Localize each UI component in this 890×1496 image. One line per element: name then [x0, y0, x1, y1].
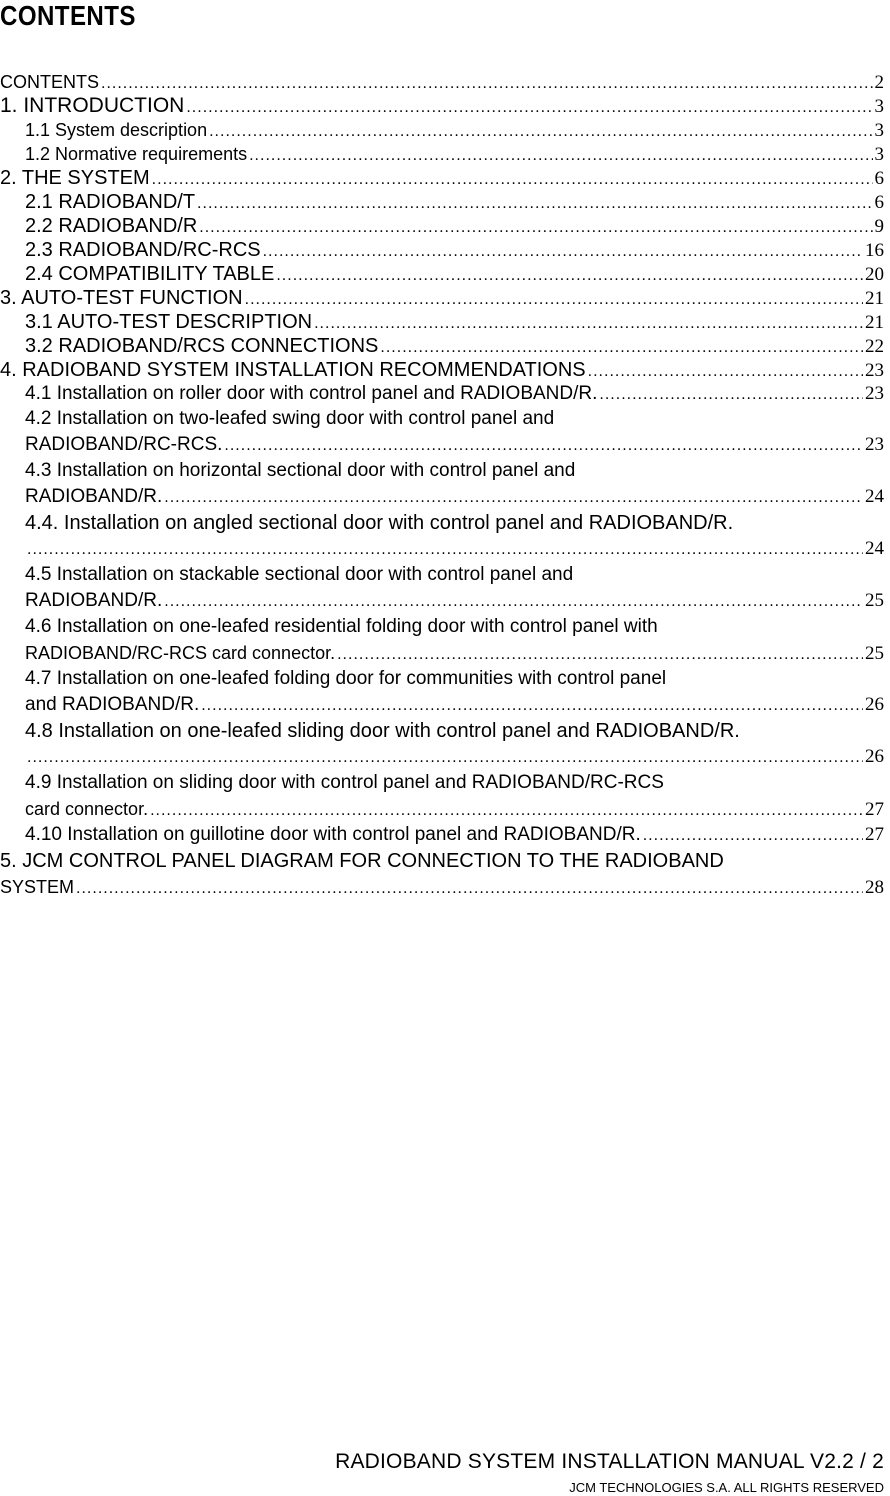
- footer-copyright: JCM TECHNOLOGIES S.A. ALL RIGHTS RESERVED: [569, 1480, 884, 1495]
- dot-leader: [599, 383, 863, 407]
- toc-entry-title-continued: RADIOBAND/R.: [25, 590, 163, 611]
- toc-entry-4-9[interactable]: [0, 770, 884, 796]
- toc-entry-title: 1.1 System description: [25, 120, 208, 140]
- toc-entry-title: 4.4. Installation on angled sectional door with control panel and RADIOBAND/R.: [25, 512, 734, 534]
- toc-entry-title-continued: RADIOBAND/R.: [25, 486, 163, 507]
- toc-entry-title: 3.2 RADIOBAND/RCS CONNECTIONS: [25, 335, 379, 357]
- footer-manual-title: RADIOBAND SYSTEM INSTALLATION MANUAL V2.2 / 2: [335, 1450, 884, 1473]
- dot-leader: [164, 589, 863, 615]
- toc-entry-the-system[interactable]: [0, 166, 884, 190]
- toc-entry-4-4-continued[interactable]: [0, 536, 884, 562]
- toc-entry-4-5[interactable]: [0, 562, 884, 588]
- toc-entry-title: 4. RADIOBAND SYSTEM INSTALLATION RECOMMENDATIONS: [0, 359, 586, 381]
- toc-entry-contents[interactable]: [0, 70, 884, 94]
- toc-entry-title: 3. AUTO-TEST FUNCTION: [0, 287, 243, 309]
- dot-leader: [164, 485, 863, 511]
- dot-leader: [197, 192, 872, 216]
- toc-entry-4-2[interactable]: [0, 406, 884, 432]
- dot-leader: [201, 693, 863, 719]
- toc-entry-title: 4.3 Installation on horizontal sectional door with control panel and: [25, 460, 576, 481]
- toc-page-number: 24: [865, 486, 884, 507]
- dot-leader: [101, 72, 873, 96]
- toc-page-number: 28: [865, 877, 884, 898]
- toc-page-number: 25: [865, 590, 884, 611]
- toc-page-number: 9: [874, 216, 884, 237]
- toc-entry-title: 5. JCM CONTROL PANEL DIAGRAM FOR CONNECTION TO THE RADIOBAND: [0, 850, 724, 872]
- toc-entry-title-continued: card connector.: [25, 799, 149, 819]
- dot-leader: [209, 120, 872, 144]
- dot-leader: [245, 288, 863, 312]
- toc-entry-radioband-t[interactable]: [0, 190, 884, 214]
- toc-entry-title: 1.2 Normative requirements: [25, 144, 248, 164]
- toc-entry-4-7[interactable]: [0, 666, 884, 692]
- toc-entry-title-continued: and RADIOBAND/R.: [25, 694, 200, 715]
- toc-entry-4-4[interactable]: [0, 510, 884, 536]
- toc-page-number: 6: [874, 168, 884, 189]
- toc-entry-4-3[interactable]: [0, 458, 884, 484]
- toc-page-number: 25: [865, 643, 884, 664]
- toc-page-number: 27: [865, 824, 884, 845]
- toc-entry-title: 4.10 Installation on guillotine door with control panel and RADIOBAND/R.: [25, 824, 641, 845]
- dot-leader: [249, 144, 872, 168]
- toc-page-number: 2: [874, 72, 884, 93]
- dot-leader: [263, 240, 863, 264]
- toc-page-number: 27: [865, 799, 884, 820]
- dot-leader: [27, 537, 863, 563]
- toc-entry-4-1[interactable]: [0, 382, 884, 406]
- toc-entry-system-description[interactable]: [0, 118, 884, 142]
- toc-entry-4-9-continued[interactable]: [0, 796, 884, 822]
- toc-entry-title: 2.1 RADIOBAND/T: [25, 191, 196, 213]
- dot-leader: [152, 168, 873, 192]
- toc-entry-4-10[interactable]: [0, 822, 884, 848]
- dot-leader: [199, 216, 872, 240]
- toc-entry-4-8-continued[interactable]: [0, 744, 884, 770]
- dot-leader: [76, 876, 863, 902]
- dot-leader: [588, 360, 863, 384]
- dot-leader: [314, 312, 863, 336]
- toc-entry-4-6-continued[interactable]: [0, 640, 884, 666]
- toc-page-number: 22: [865, 336, 884, 357]
- toc-entry-title: CONTENTS: [0, 72, 99, 92]
- toc-entry-auto-test-function[interactable]: [0, 286, 884, 310]
- table-of-contents: [0, 70, 884, 900]
- toc-entry-jcm-control-panel[interactable]: [0, 848, 884, 874]
- dot-leader: [150, 798, 863, 824]
- toc-page-number: 26: [865, 694, 884, 715]
- dot-leader: [27, 745, 863, 771]
- toc-page-number: 23: [865, 434, 884, 455]
- toc-page-number: 23: [865, 383, 884, 404]
- toc-entry-title: 4.7 Installation on one-leafed folding door for communities with control panel: [25, 668, 667, 689]
- toc-page-number: 26: [865, 746, 884, 767]
- toc-entry-title: 2.3 RADIOBAND/RC-RCS: [25, 239, 261, 261]
- toc-entry-title: 4.1 Installation on roller door with control panel and RADIOBAND/R.: [25, 383, 598, 404]
- toc-entry-title: 2. THE SYSTEM: [0, 167, 150, 189]
- toc-entry-title: 3.1 AUTO-TEST DESCRIPTION: [25, 311, 313, 333]
- toc-entry-4-7-continued[interactable]: [0, 692, 884, 718]
- toc-entry-title: 2.2 RADIOBAND/R: [25, 215, 198, 237]
- toc-entry-4-6[interactable]: [0, 614, 884, 640]
- toc-page-number: 21: [865, 312, 884, 333]
- toc-page-number: 23: [865, 360, 884, 381]
- toc-page-number: 3: [874, 120, 884, 141]
- toc-entry-title: 4.5 Installation on stackable sectional door with control panel and: [25, 564, 574, 585]
- toc-entry-4-5-continued[interactable]: [0, 588, 884, 614]
- toc-entry-radioband-rcs-connections[interactable]: [0, 334, 884, 358]
- toc-entry-installation-recommendations[interactable]: [0, 358, 884, 382]
- toc-entry-title: 4.6 Installation on one-leafed residential folding door with control panel with: [25, 616, 658, 637]
- toc-entry-title-continued: SYSTEM: [0, 877, 75, 897]
- toc-entry-title-continued: RADIOBAND/RC-RCS.: [25, 434, 223, 455]
- dot-leader: [380, 336, 863, 360]
- toc-entry-title: 2.4 COMPATIBILITY TABLE: [25, 263, 275, 285]
- toc-page-number: 24: [865, 538, 884, 559]
- dot-leader: [186, 96, 872, 120]
- toc-entry-radioband-rc-rcs[interactable]: [0, 238, 884, 262]
- toc-entry-normative-requirements[interactable]: [0, 142, 884, 166]
- toc-entry-title-continued: RADIOBAND/RC-RCS card connector.: [25, 643, 336, 663]
- toc-entry-radioband-r[interactable]: [0, 214, 884, 238]
- toc-entry-introduction[interactable]: [0, 94, 884, 118]
- toc-entry-title: 4.8 Installation on one-leafed sliding door with control panel and RADIOBAND/R.: [25, 720, 740, 742]
- toc-entry-compatibility-table[interactable]: [0, 262, 884, 286]
- toc-page-number: 3: [874, 144, 884, 165]
- dot-leader: [643, 823, 863, 849]
- toc-entry-title: 4.9 Installation on sliding door with control panel and RADIOBAND/RC-RCS: [25, 772, 664, 793]
- toc-page-number: 3: [874, 96, 884, 117]
- dot-leader: [224, 433, 863, 459]
- dot-leader: [337, 642, 863, 668]
- dot-leader: [276, 264, 863, 288]
- page-title: CONTENTS: [0, 0, 136, 31]
- toc-entry-4-3-continued[interactable]: [0, 484, 884, 510]
- toc-page-number: 20: [865, 264, 884, 285]
- toc-page-number: 21: [865, 288, 884, 309]
- toc-entry-4-8[interactable]: [0, 718, 884, 744]
- toc-entry-title: 1. INTRODUCTION: [0, 94, 185, 117]
- toc-entry-title: 4.2 Installation on two-leafed swing door with control panel and: [25, 408, 555, 429]
- toc-entry-jcm-control-panel-continued[interactable]: [0, 874, 884, 900]
- toc-entry-auto-test-description[interactable]: [0, 310, 884, 334]
- toc-page-number: 6: [874, 192, 884, 213]
- toc-entry-4-2-continued[interactable]: [0, 432, 884, 458]
- toc-page-number: 16: [865, 240, 884, 261]
